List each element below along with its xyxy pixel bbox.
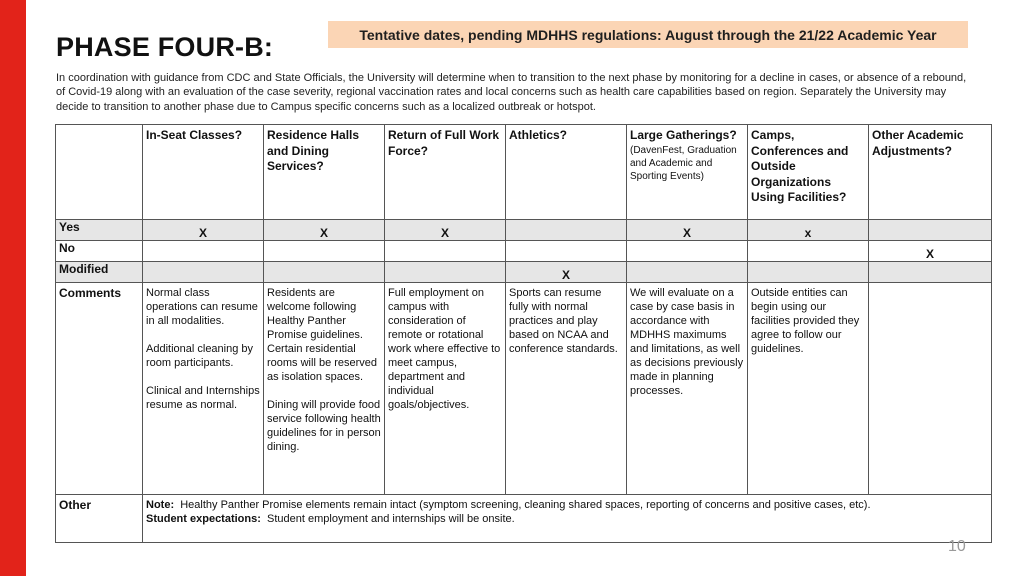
mod-cell-gatherings (627, 262, 748, 283)
dates-banner: Tentative dates, pending MDHHS regulations: August through the 21/22 Academic Year (328, 21, 968, 48)
note-label: Note: (146, 499, 175, 511)
mod-cell-residence (264, 262, 385, 283)
phase-table (55, 124, 992, 543)
comment-in-seat (143, 283, 264, 495)
intro-paragraph: In coordination with guidance from CDC and State Officials, the University will determine when to transition to the next phase by monitoring for a decline in cases, or absence of a rebound, of Covid-19 along with an evaluation of the case severity, regional vaccination rates and local concerns such as health care capabilities based on region. Separately the University may decide to transition to another phase due to Campus specific concerns such as a localized outbreak or hotspot. (56, 72, 967, 113)
other-note-line (146, 498, 988, 512)
comment-gatherings: We will evaluate on a case by case basis in accordance with MDHHS maximums and limitations, as well as decisions previously made in planning processes. (627, 283, 748, 495)
student-expectations-text: Student employment and internships will be onsite. (267, 513, 515, 525)
table-header-row (56, 125, 992, 220)
mod-cell-workforce (385, 262, 506, 283)
no-cell-residence (264, 241, 385, 262)
header-residence-dining: Residence Halls and Dining Services? (264, 125, 385, 220)
header-camps-conferences: Camps, Conferences and Outside Organizations Using Facilities? (748, 125, 869, 220)
comment-in-seat-p2: Additional cleaning by room participants. (146, 343, 254, 369)
no-cell-workforce (385, 241, 506, 262)
mod-mark-athletics: X (506, 262, 627, 283)
comment-athletics: Sports can resume fully with normal practices and play based on NCAA and conference standards. (506, 283, 627, 495)
comment-other-academic (869, 283, 992, 495)
page-title: PHASE FOUR-B: (56, 32, 274, 62)
row-label-other: Other (56, 495, 143, 543)
yes-cell-other-academic (869, 220, 992, 241)
note-text: Healthy Panther Promise elements remain intact (symptom screening, cleaning shared spaces, reporting of concerns and positive cases, etc). (180, 499, 871, 511)
row-label-comments: Comments (56, 283, 143, 495)
row-label-yes: Yes (56, 220, 143, 241)
red-accent-bar (0, 0, 26, 576)
table-row-modified (56, 262, 992, 283)
header-other-academic: Other Academic Adjustments? (869, 125, 992, 220)
no-cell-camps (748, 241, 869, 262)
student-expectations-label: Student expectations: (146, 513, 261, 525)
comment-residence-p1: Residents are welcome following Healthy Panther Promise guidelines. Certain residential rooms will be reserved as isolation spaces. (267, 287, 378, 383)
mod-cell-in-seat (143, 262, 264, 283)
header-full-work-force: Return of Full Work Force? (385, 125, 506, 220)
header-large-gatherings (627, 125, 748, 220)
no-mark-other-academic: X (869, 241, 992, 262)
table-row-other (56, 495, 992, 543)
other-student-line (146, 512, 988, 526)
comment-in-seat-p3: Clinical and Internships resume as normal. (146, 385, 260, 411)
row-label-no: No (56, 241, 143, 262)
table-row-no (56, 241, 992, 262)
corner-cell (56, 125, 143, 220)
yes-mark-camps: x (748, 220, 869, 241)
header-athletics: Athletics? (506, 125, 627, 220)
page-number: 10 (948, 538, 966, 555)
comment-residence (264, 283, 385, 495)
yes-mark-workforce: X (385, 220, 506, 241)
no-cell-gatherings (627, 241, 748, 262)
row-label-modified: Modified (56, 262, 143, 283)
header-large-gatherings-note: (DavenFest, Graduation and Academic and Sporting Events) (630, 144, 737, 183)
yes-cell-athletics (506, 220, 627, 241)
mod-cell-other-academic (869, 262, 992, 283)
header-in-seat-classes: In-Seat Classes? (143, 125, 264, 220)
comment-camps: Outside entities can begin using our facilities provided they agree to follow our guidelines. (748, 283, 869, 495)
table-row-comments (56, 283, 992, 495)
comment-workforce: Full employment on campus with consideration of remote or rotational work where effective to meet campus, department and individual goals/objectives. (385, 283, 506, 495)
no-cell-in-seat (143, 241, 264, 262)
yes-mark-gatherings: X (627, 220, 748, 241)
comment-residence-p2: Dining will provide food service following health guidelines for in person dining. (267, 399, 381, 453)
comment-in-seat-p1: Normal class operations can resume in all modalities. (146, 287, 258, 327)
table-row-yes (56, 220, 992, 241)
header-large-gatherings-label: Large Gatherings? (630, 128, 737, 142)
yes-mark-in-seat: X (143, 220, 264, 241)
mod-cell-camps (748, 262, 869, 283)
other-notes (143, 495, 992, 543)
no-cell-athletics (506, 241, 627, 262)
yes-mark-residence: X (264, 220, 385, 241)
